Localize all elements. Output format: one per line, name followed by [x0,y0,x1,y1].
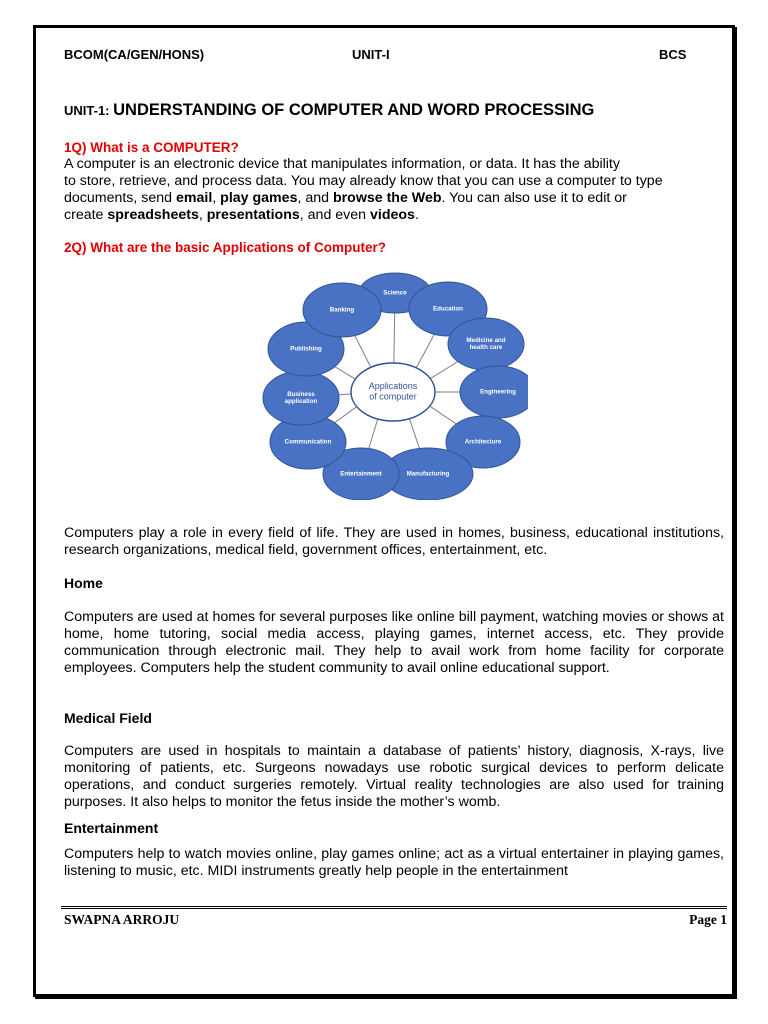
diagram-node-label: Entertainment [340,470,382,478]
header-unit: UNIT-I [352,47,390,62]
diagram-node-label: Medicine and [466,337,506,345]
diagram-center [351,363,435,421]
diagram-node-label: Science [383,289,407,297]
diagram-node-label: Architecture [464,438,502,446]
answer-line: create spreadsheets, presentations, and even videos. [64,207,419,223]
footer-author: SWAPNA ARROJU [64,912,180,927]
title-prefix: UNIT-1: [64,103,114,118]
section-medical-heading: Medical Field [64,710,152,726]
header-subject: BCS [659,47,687,62]
answer-line: A computer is an electronic device that manipulates information, or data. It has the ability [64,156,620,172]
question-1-answer [64,156,744,224]
section-entertainment-text: Computers help to watch movies online, play games online; act as a virtual entertainer in playing games, listening to music, etc. MIDI instruments greatly help people in the entertainment [64,846,724,879]
title-main: UNDERSTANDING OF COMPUTER AND WORD PROCESSING [113,101,595,119]
diagram-node-label: Publishing [290,345,322,353]
diagram-node-label: Manufacturing [406,470,450,478]
keyword-play-games: play games [220,190,298,206]
section-entertainment-heading: Entertainment [64,820,159,836]
footer-divider [61,906,727,909]
keyword-email: email [176,190,213,206]
header-course: BCOM(CA/GEN/HONS) [64,47,205,62]
section-home-heading: Home [64,575,103,591]
applications-diagram [258,272,528,500]
intro-paragraph: Computers play a role in every field of life. They are used in homes, business, educational institutions, research organizations, medical field, government offices, entertainment, etc. [64,525,724,558]
diagram-node-label: Business [287,391,315,399]
diagram-node-label: Applications [368,381,418,392]
footer-page-number: Page 1 [689,912,727,927]
section-medical-text: Computers are used in hospitals to maintain a database of patients’ history, diagnosis, X-rays, live monitoring of patients, etc. Surgeons nowadays use robotic surgical devices to perform delicate operations, and conduct surgeries remotely. Virtual reality technologies are also used for training purposes. It also helps to monitor the fetus inside the mother’s womb. [64,743,724,810]
diagram-node-engineering [460,366,528,418]
diagram-node-label: Education [433,305,463,313]
diagram-node-label: Communication [284,438,332,446]
keyword-videos: videos [370,207,415,223]
keyword-browse-web: browse the Web [332,190,442,206]
diagram-node-label: of computer [369,391,417,402]
diagram-node-banking [303,283,381,337]
diagram-node-label: Banking [329,306,355,314]
keyword-spreadsheets: spreadsheets [107,207,199,223]
answer-line: to store, retrieve, and process data. You may already know that you can use a computer to type [64,173,663,189]
section-home-text: Computers are used at homes for several purposes like online bill payment, watching movies or shows at home, home tutoring, social media access, playing games, internet access, etc. They provide communication through electronic mail. They help to avail work from home facility for corporate employees. Computers help the student community to avail online educational support. [64,609,724,676]
keyword-presentations: presentations [206,207,300,223]
diagram-node-label: application [284,398,318,406]
diagram-node-business [263,371,339,425]
answer-line: documents, send email, play games, and browse the Web. You can also use it to edit or [64,190,627,206]
question-1-heading: 1Q) What is a COMPUTER? [64,140,239,155]
diagram-node-label: health care [469,344,503,352]
question-2-heading: 2Q) What are the basic Applications of Computer? [64,240,387,255]
page-title [64,101,594,120]
diagram-node-medicine [448,318,524,370]
diagram-node-label: Engineering [480,388,516,396]
